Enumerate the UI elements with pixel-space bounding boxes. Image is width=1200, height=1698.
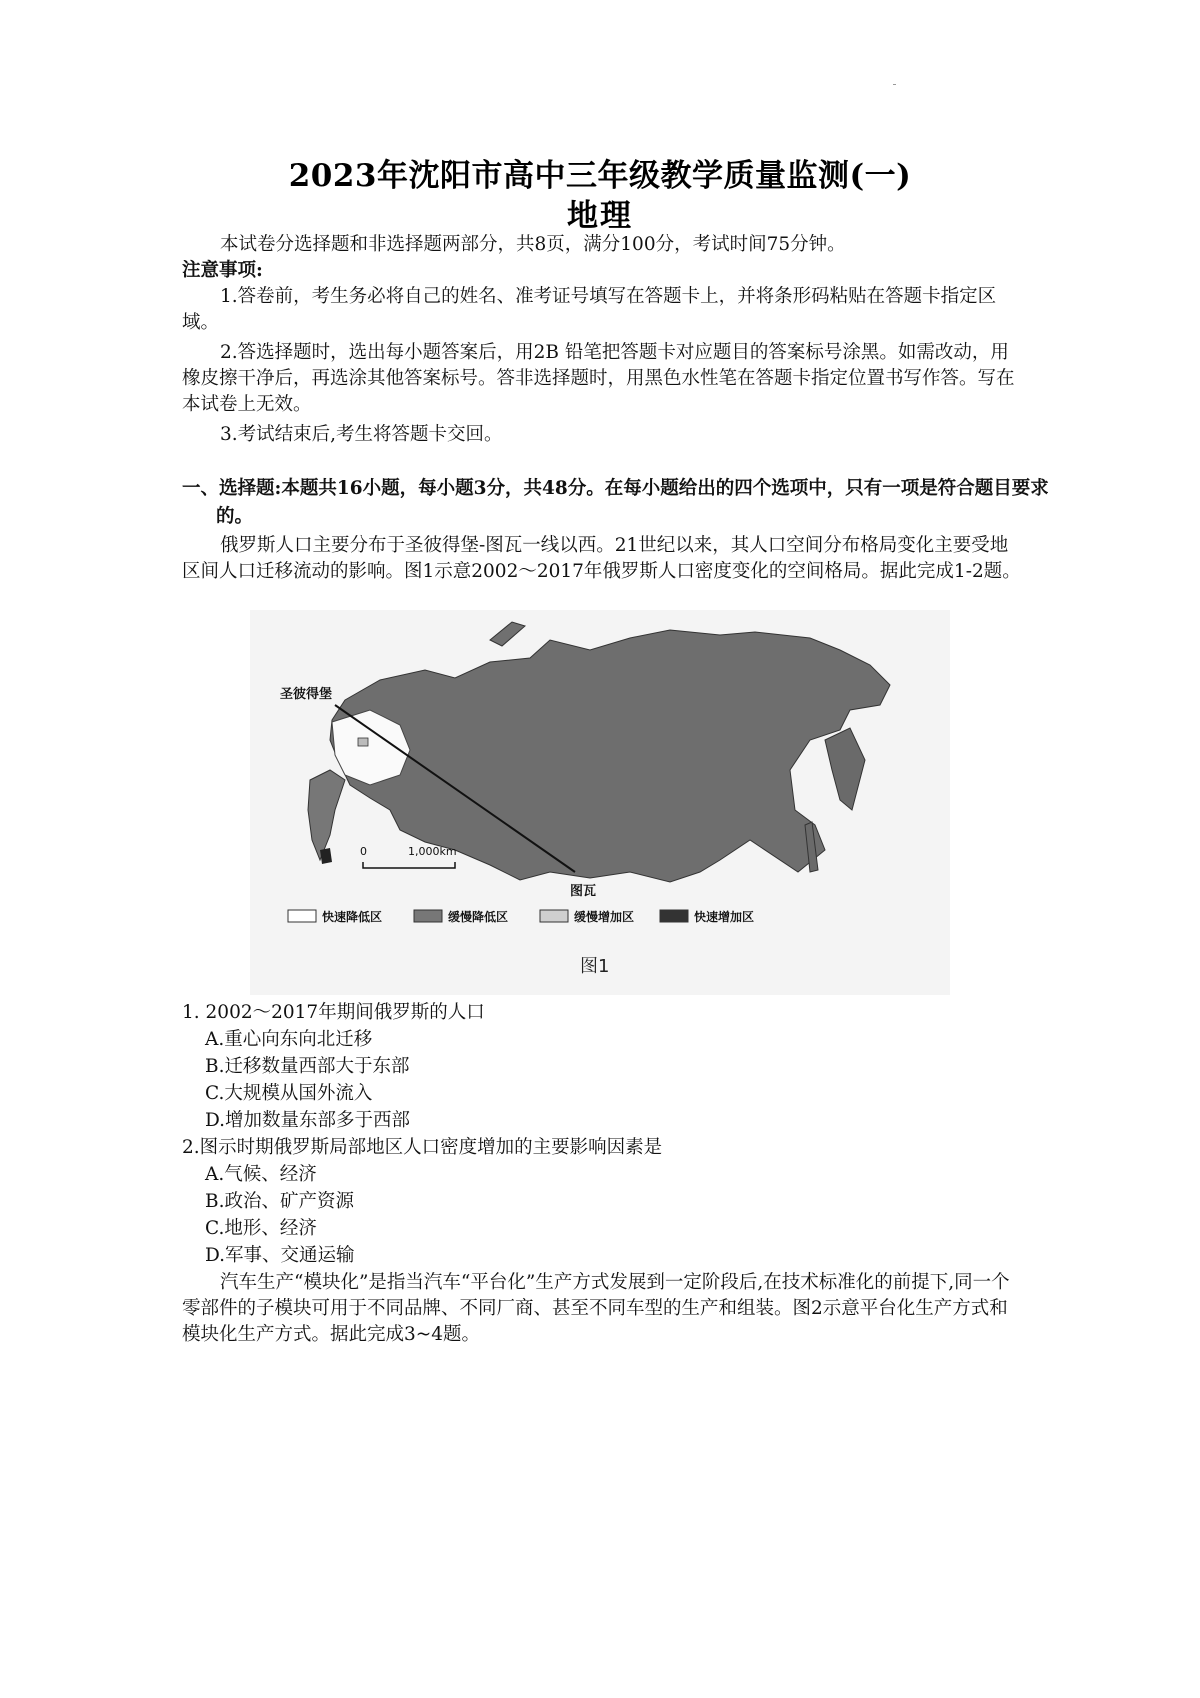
- exam-intro: 本试卷分选择题和非选择题两部分，共8页，满分100分，考试时间75分钟。: [220, 234, 846, 255]
- figure-1-map: [250, 610, 950, 995]
- kamchatka: [825, 728, 865, 810]
- q1-option-b: B.迁移数量西部大于东部: [205, 1056, 410, 1077]
- label-st-petersburg: 圣彼得堡: [280, 687, 333, 702]
- subject-title: 地理: [567, 198, 633, 234]
- q1-option-d: D.增加数量东部多于西部: [205, 1110, 411, 1131]
- label-tuva: 图瓦: [570, 884, 597, 899]
- passage-1: 俄罗斯人口主要分布于圣彼得堡-图瓦一线以西。21世纪以来，其人口空间分布格局变化主要受地区间人口迁移流动的影响。图1示意2002～2017年俄罗斯人口密度变化的空间格局。据此完成1-2题。: [182, 535, 1021, 582]
- exam-title: 2023年沈阳市高中三年级教学质量监测(一): [288, 158, 912, 194]
- q2-option-a: A.气候、经济: [205, 1164, 317, 1185]
- q1-stem: 1. 2002～2017年期间俄罗斯的人口: [182, 1002, 485, 1023]
- scale-zero: 0: [360, 845, 367, 858]
- russia-map-svg: [250, 610, 950, 995]
- q1-option-a: A.重心向东向北迁移: [205, 1029, 373, 1050]
- legend-swatch-slow-decrease: [414, 910, 442, 922]
- legend-slow-decrease: 缓慢降低区: [448, 910, 509, 924]
- q2-option-d: D.军事、交通运输: [205, 1245, 355, 1266]
- scale-bar: [363, 862, 455, 868]
- q2-option-b: B.政治、矿产资源: [205, 1191, 354, 1212]
- legend-fast-increase: 快速增加区: [694, 910, 755, 924]
- notice-item-3: 3.考试结束后,考生将答题卡交回。: [220, 424, 503, 445]
- q1-option-c: C.大规模从国外流入: [205, 1083, 373, 1104]
- scale-distance: 1,000km: [408, 845, 457, 858]
- passage-2: 汽车生产“模块化”是指当汽车“平台化”生产方式发展到一定阶段后,在技术标准化的前提下,同一个零部件的子模块可用于不同品牌、不同厂商、甚至不同车型的生产和组装。图2示意平台化生产方式和模块化生产方式。据此完成3~4题。: [182, 1272, 1010, 1345]
- q2-option-c: C.地形、经济: [205, 1218, 317, 1239]
- scan-speck: [893, 84, 896, 85]
- caucasus-strip: [308, 770, 345, 860]
- legend-swatch-fast-decrease: [288, 910, 316, 922]
- legend-swatch-slow-increase: [540, 910, 568, 922]
- section-heading: 一、选择题:本题共16小题，每小题3分，共48分。在每小题给出的四个选项中，只有一项是符合题目要求的。: [182, 478, 1049, 527]
- novaya-zemlya: [490, 622, 525, 646]
- fast-increase-region: [320, 848, 332, 864]
- legend-fast-decrease: 快速降低区: [322, 910, 383, 924]
- q2-stem: 2.图示时期俄罗斯局部地区人口密度增加的主要影响因素是: [182, 1137, 663, 1158]
- figure-caption: 图1: [580, 956, 610, 977]
- slow-increase-region: [358, 738, 368, 746]
- notice-item-2: 2.答选择题时，选出每小题答案后，用2B 铅笔把答题卡对应题目的答案标号涂黑。如需改动，用橡皮擦干净后，再选涂其他答案标号。答非选择题时，用黑色水性笔在答题卡指定位置书写作答。写在本试卷上无效。: [182, 342, 1015, 415]
- notice-item-1: 1.答卷前，考生务必将自己的姓名、准考证号填写在答题卡上，并将条形码粘贴在答题卡指定区域。: [182, 286, 997, 333]
- legend-slow-increase: 缓慢增加区: [574, 910, 635, 924]
- notice-heading: 注意事项:: [182, 260, 263, 281]
- legend-swatch-fast-increase: [660, 910, 688, 922]
